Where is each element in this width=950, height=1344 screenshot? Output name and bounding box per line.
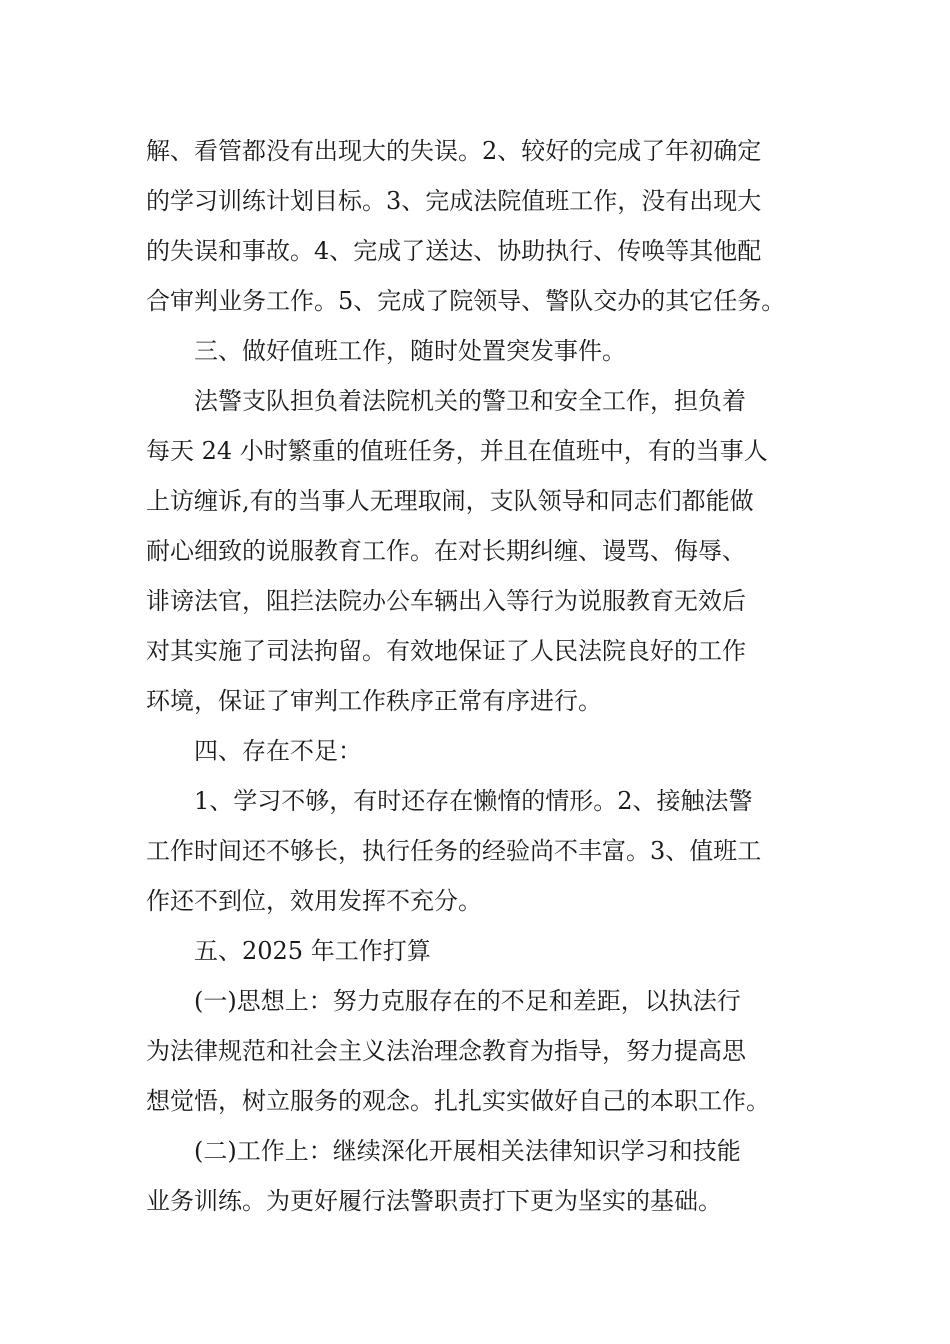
text-line: 耐心细致的说服教育工作。在对长期纠缠、谩骂、侮辱、 <box>146 537 746 565</box>
text-line: 对其实施了司法拘留。有效地保证了人民法院良好的工作 <box>146 637 746 665</box>
section-heading-duty <box>146 326 806 376</box>
text-line: 的失误和事故。4、完成了送达、协助执行、传唤等其他配 <box>146 237 762 265</box>
text-line: 的学习训练计划目标。3、完成法院值班工作，没有出现大 <box>146 187 762 215</box>
paragraph-duties-summary <box>146 126 806 326</box>
text-line: 每天 24 小时繁重的值班任务，并且在值班中，有的当事人 <box>146 437 768 465</box>
document-body <box>146 126 806 1226</box>
section-heading: 三、做好值班工作，随时处置突发事件。 <box>194 337 626 365</box>
text-line: 解、看管都没有出现大的失误。2、较好的完成了年初确定 <box>146 137 762 165</box>
section-heading: 四、存在不足： <box>194 737 362 765</box>
paragraph-duty-work <box>146 376 806 726</box>
text-line: 为法律规范和社会主义法治理念教育为指导，努力提高思 <box>146 1037 746 1065</box>
text-line: 法警支队担负着法院机关的警卫和安全工作，担负着 <box>194 387 746 415</box>
section-heading-shortcomings <box>146 726 806 776</box>
text-line: 业务训练。为更好履行法警职责打下更为坚实的基础。 <box>146 1187 722 1215</box>
text-line: (二)工作上：继续深化开展相关法律知识学习和技能 <box>194 1137 741 1165</box>
section-heading-plan <box>146 926 806 976</box>
paragraph-plan-work <box>146 1126 806 1226</box>
text-line: (一)思想上：努力克服存在的不足和差距，以执法行 <box>194 987 741 1015</box>
paragraph-plan-thought <box>146 976 806 1126</box>
section-heading: 五、2025 年工作打算 <box>194 937 431 965</box>
text-line: 想觉悟，树立服务的观念。扎扎实实做好自己的本职工作。 <box>146 1087 770 1115</box>
paragraph-shortcomings <box>146 776 806 926</box>
text-line: 环境，保证了审判工作秩序正常有序进行。 <box>146 687 602 715</box>
text-line: 工作时间还不够长，执行任务的经验尚不丰富。3、值班工 <box>146 837 762 865</box>
text-line: 上访缠诉,有的当事人无理取闹，支队领导和同志们都能做 <box>146 487 754 515</box>
text-line: 合审判业务工作。5、完成了院领导、警队交办的其它任务。 <box>146 287 786 315</box>
text-line: 作还不到位，效用发挥不充分。 <box>146 887 482 915</box>
text-line: 诽谤法官，阻拦法院办公车辆出入等行为说服教育无效后 <box>146 587 746 615</box>
text-line: 1、学习不够，有时还存在懒惰的情形。2、接触法警 <box>194 787 753 815</box>
